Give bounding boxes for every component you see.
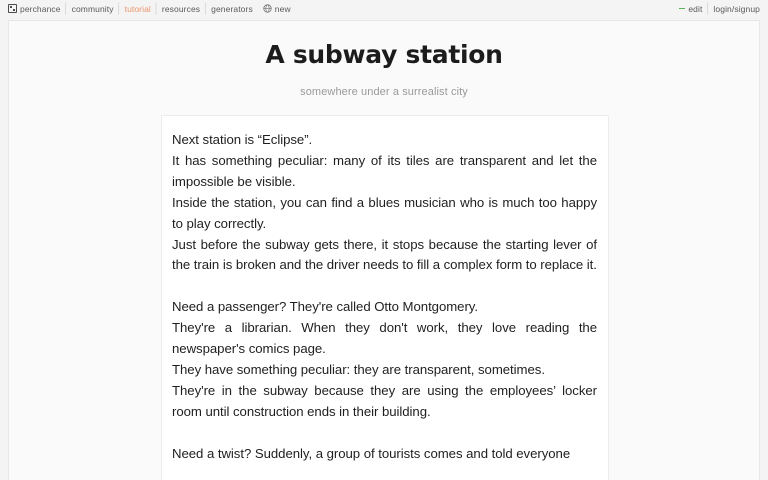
separator-icon: │ [153, 2, 159, 15]
page-title: A subway station [265, 40, 503, 69]
output-line: Just before the subway gets there, it stops because the starting lever of the train is broken and the driver needs to fill a complex form to replace it. [172, 236, 597, 273]
output-line: They're a librarian. When they don't work, they love reading the newspaper's comics page. [172, 320, 597, 357]
generator-page-container [8, 20, 760, 480]
separator-icon: │ [63, 2, 69, 15]
nav-item-resources-label: resources [161, 3, 201, 14]
nav-item-new[interactable] [261, 4, 293, 14]
output-line: Need a twist? Suddenly, a group of tourists comes and told everyone [172, 445, 571, 461]
nav-item-resources[interactable] [160, 4, 202, 14]
separator-icon: │ [116, 2, 122, 15]
output-line: Next station is “Eclipse”. [172, 132, 313, 147]
nav-item-community[interactable] [70, 4, 116, 14]
nav-item-generators-label: generators [211, 3, 253, 14]
generator-output-card[interactable] [161, 115, 609, 480]
nav-item-edit-label: edit [688, 3, 703, 14]
nav-item-login-signup[interactable] [711, 4, 762, 14]
nav-item-new-label: new [274, 3, 291, 14]
output-blank-line [172, 423, 597, 444]
output-line: It has something peculiar: many of its tiles are transparent and let the impossible be visible. [172, 152, 597, 189]
output-line: They have something peculiar: they are transparent, sometimes. [172, 361, 545, 377]
output-line: They're in the subway because they are using the employees’ locker room until construction ends in their building. [172, 382, 597, 419]
output-line: Inside the station, you can find a blues musician who is much too happy to play correctly. [172, 194, 597, 231]
top-navigation-bar [0, 0, 768, 17]
nav-item-perchance-label: perchance [20, 3, 61, 14]
output-line: Need a passenger? They're called Otto Montgomery. [172, 299, 478, 315]
perchance-logo-icon [8, 4, 17, 13]
separator-icon: │ [203, 2, 209, 15]
separator-icon: │ [705, 2, 711, 15]
page-subtitle: somewhere under a surrealist city [300, 86, 468, 98]
nav-item-tutorial-label: tutorial [124, 3, 151, 14]
nav-item-login-signup-label: login/signup [713, 3, 760, 14]
nav-item-edit[interactable] [677, 4, 704, 14]
nav-item-generators[interactable] [209, 4, 255, 14]
output-blank-line [172, 276, 597, 297]
nav-right-group [677, 4, 762, 14]
nav-item-community-label: community [71, 3, 114, 14]
nav-item-tutorial[interactable] [123, 4, 153, 14]
nav-item-perchance[interactable] [6, 4, 63, 14]
nav-left-group [6, 4, 677, 14]
globe-icon [263, 4, 272, 13]
edit-dash-icon [679, 8, 685, 9]
